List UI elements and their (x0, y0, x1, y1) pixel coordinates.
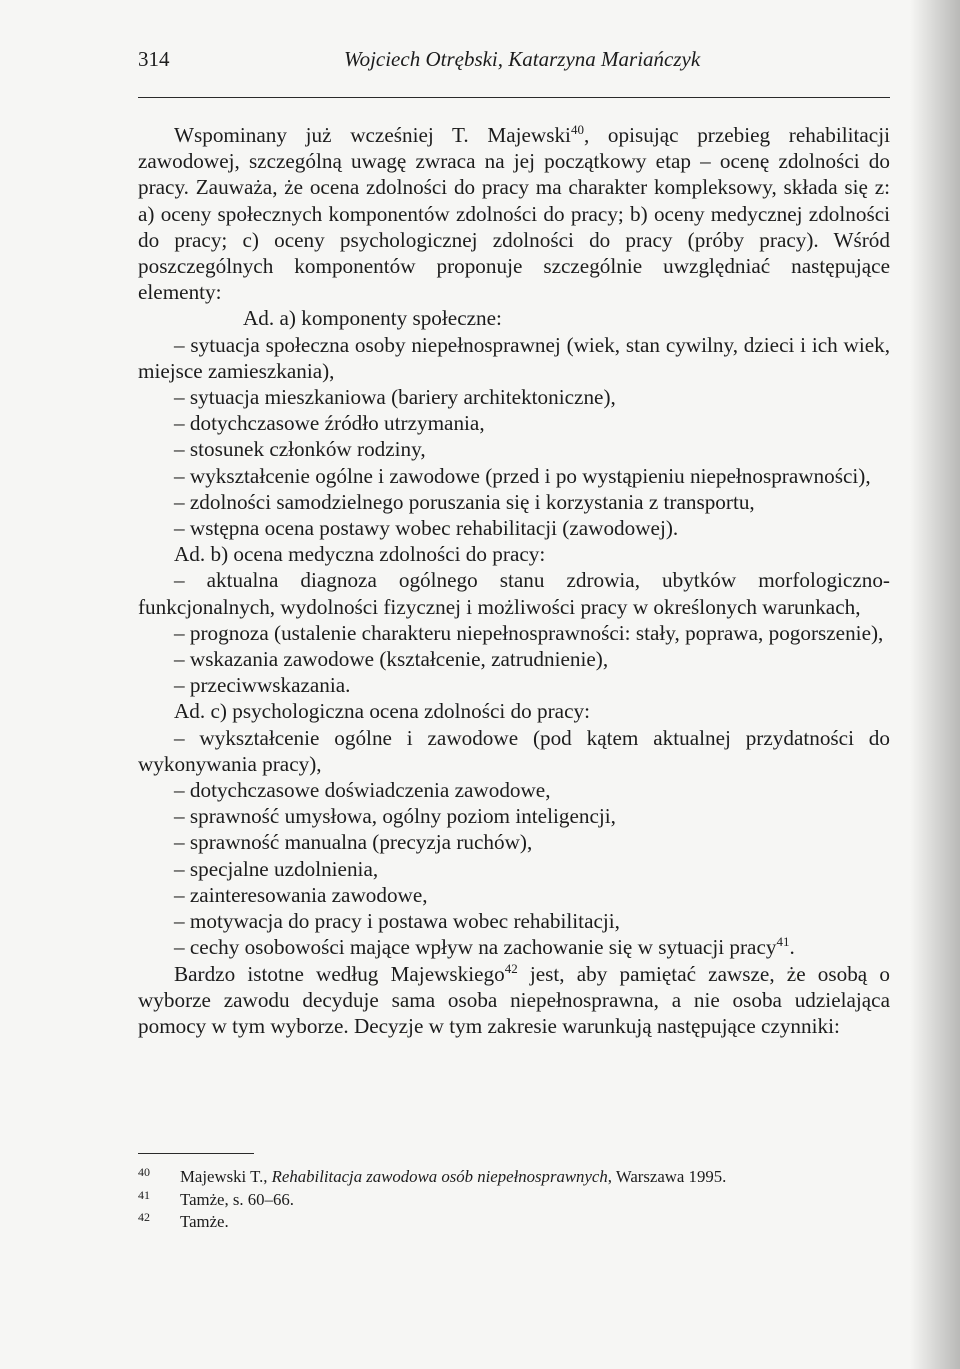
footnote-rule (138, 1153, 254, 1154)
list-item-text: – cechy osobowości mające wpływ na zachowanie się w sytuacji pracy (174, 935, 777, 960)
footnote-text: Tamże. (180, 1212, 229, 1231)
paragraph-text: Bardzo istotne według Majewskiego (174, 961, 505, 986)
footnote-author: Majewski T., (180, 1167, 272, 1186)
list-item: – prognoza (ustalenie charakteru niepełnosprawności: stały, poprawa, pogorszenie), (174, 620, 884, 645)
list-item: – specjalne uzdolnienia, (174, 856, 379, 881)
footnote-number: 42 (138, 1210, 150, 1224)
list-item: – sytuacja społeczna osoby niepełnosprawnej (wiek, stan cywilny, dzieci i ich wiek, miejsce zamieszkania), (138, 332, 890, 383)
page-header (138, 44, 890, 74)
section-heading-a: Ad. a) komponenty społeczne: (243, 306, 502, 331)
section-heading-b: Ad. b) ocena medyczna zdolności do pracy: (174, 542, 546, 567)
list-item: – zdolności samodzielnego poruszania się i korzystania z transportu, (174, 489, 755, 514)
footnote-rest: , Warszawa 1995. (607, 1167, 727, 1186)
paragraph-closing (138, 961, 890, 1040)
list-item: – zainteresowania zawodowe, (174, 882, 428, 907)
footnote-number: 40 (138, 1165, 150, 1179)
footnote-text: Tamże, s. 60–66. (180, 1189, 294, 1209)
list-item: – wskazania zawodowe (kształcenie, zatrudnienie), (174, 647, 609, 672)
footnote-42 (138, 1211, 890, 1234)
footnote-title: Rehabilitacja zawodowa osób niepełnosprawnych (271, 1167, 608, 1186)
list-item: – sytuacja mieszkaniowa (bariery architektoniczne), (174, 385, 616, 410)
list-item: – stosunek członków rodziny, (174, 437, 426, 462)
list-item-end: . (789, 935, 795, 960)
footnote-number: 41 (138, 1187, 150, 1202)
list-item: – przeciwwskazania. (174, 673, 351, 698)
list-item: – wykształcenie ogólne i zawodowe (przed i po wystąpieniu niepełnosprawności), (174, 463, 871, 488)
section-heading-c: Ad. c) psychologiczna ocena zdolności do pracy: (174, 699, 590, 724)
header-rule (138, 97, 890, 98)
list-item: – dotychczasowe doświadczenia zawodowe, (174, 778, 551, 803)
page-number: 314 (138, 47, 170, 71)
list-item: – aktualna diagnoza ogólnego stanu zdrowia, ubytków morfologiczno-funkcjonalnych, wydolności fizycznej i możliwości pracy w określonych warunkach, (138, 568, 890, 619)
footnote-ref: 41 (776, 934, 790, 950)
body-text (138, 122, 890, 1039)
list-item (138, 934, 890, 960)
paragraph-text: Wspominany już wcześniej T. Majewski (174, 123, 571, 147)
list-item: – sprawność umysłowa, ogólny poziom inteligencji, (174, 804, 616, 829)
list-item: – wstępna ocena postawy wobec rehabilitacji (zawodowej). (174, 516, 679, 541)
footnote-41 (138, 1189, 890, 1212)
footnote-40 (138, 1166, 890, 1189)
list-item: – sprawność manualna (precyzja ruchów), (174, 830, 533, 855)
list-item: – wykształcenie ogólne i zawodowe (pod kątem aktualnej przydatności do wykonywania pracy), (138, 725, 890, 776)
paragraph-intro (138, 122, 890, 305)
running-head: Wojciech Otrębski, Katarzyna Mariańczyk (344, 47, 701, 71)
footnote-ref: 40 (570, 121, 584, 137)
footnotes (138, 1166, 890, 1234)
list-item: – dotychczasowe źródło utrzymania, (174, 411, 485, 436)
footnote-ref: 42 (504, 960, 518, 976)
paragraph-text: , opisując przebieg rehabilitacji zawodowej, szczególną uwagę zwraca na jej początkowy etap – ocenę zdolności do pracy. Zauważa, że ocena zdolności do pracy ma charakter kompleksowy, składa się z: a) oceny społecznych komponentów zdolności do pracy; b) oceny medycznej zdolności do pracy; c) oceny psychologicznej zdolności do pracy (próby pracy). Wśród poszczególnych komponentów proponuje szczególnie uwzględniać następujące elementy: (138, 123, 890, 305)
list-item: – motywacja do pracy i postawa wobec rehabilitacji, (174, 909, 620, 934)
scan-page-edge-shadow (910, 0, 960, 1369)
paragraph-text: jest, aby pamiętać zawsze, że osobą o wyborze zawodu decyduje sama osoba niepełnosprawna, a nie osoba udzielająca pomocy w tym wyborze. Decyzje w tym zakresie warunkują następujące czynniki: (138, 961, 890, 1038)
